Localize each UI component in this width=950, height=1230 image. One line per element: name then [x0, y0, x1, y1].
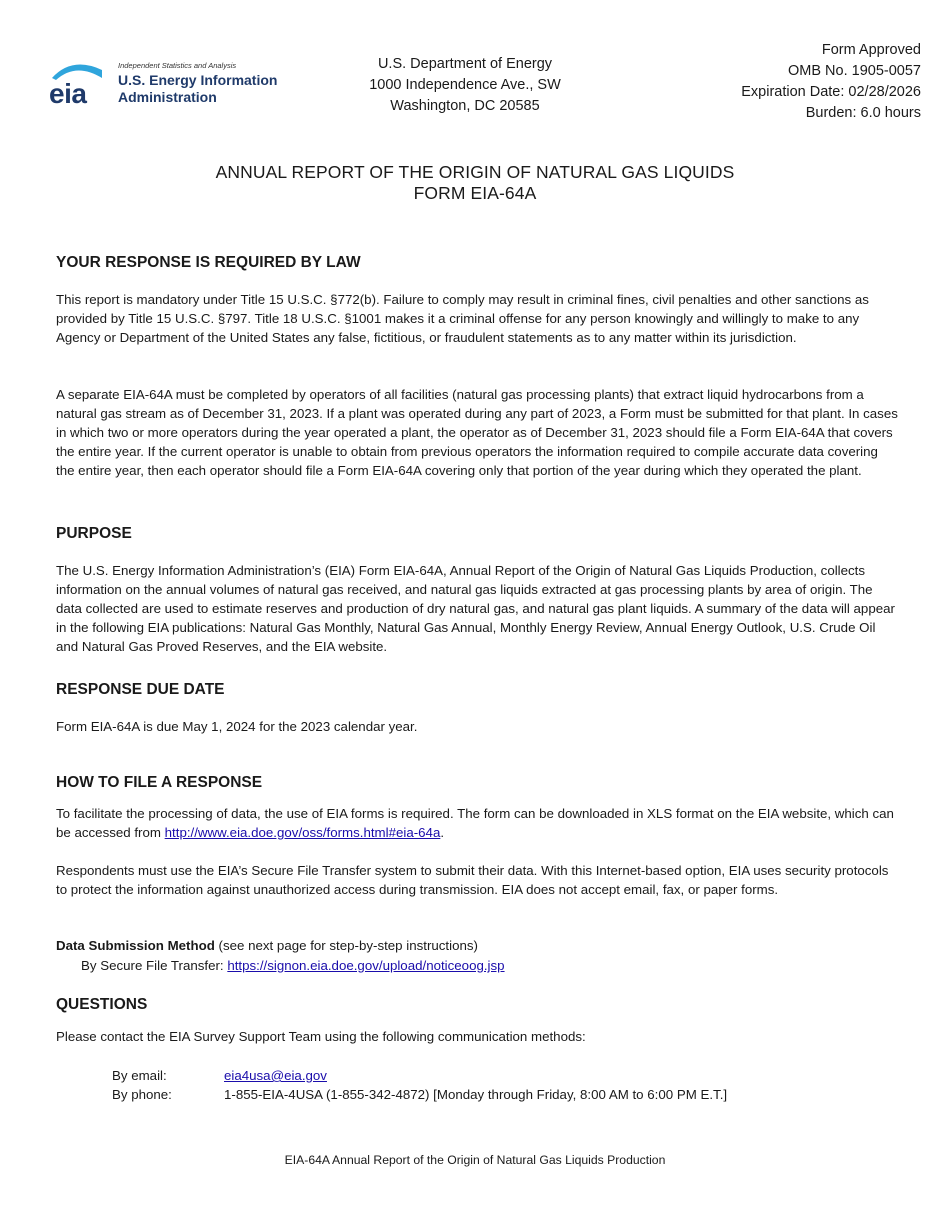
submission-method — [56, 936, 898, 955]
page-footer: EIA-64A Annual Report of the Origin of Natural Gas Liquids Production — [284, 1153, 666, 1167]
address-line1: U.S. Department of Energy — [377, 56, 553, 72]
logo-name-line1: U.S. Energy Information — [118, 72, 278, 88]
section-heading-questions: QUESTIONS — [56, 996, 148, 1013]
file-paragraph-2: Respondents must use the EIA’s Secure File Transfer system to submit their data. With this Internet-based option, EIA uses security protocols to protect the information against unauthorized access during transmission. EIA does not accept email, fax, or paper forms. — [56, 863, 889, 897]
omb-number: OMB No. 1905-0057 — [788, 63, 921, 79]
secure-file-transfer — [81, 956, 881, 975]
burden-hours: Burden: 6.0 hours — [805, 105, 921, 121]
expiration-date: Expiration Date: 02/28/2026 — [741, 84, 921, 100]
secure-file-transfer-link[interactable]: https://signon.eia.doe.gov/upload/noticeoog.jsp — [227, 958, 505, 973]
form-approval-info — [741, 40, 921, 124]
form-approved: Form Approved — [821, 42, 921, 58]
contact-email-row — [112, 1066, 727, 1085]
section-heading-law: YOUR RESPONSE IS REQUIRED BY LAW — [56, 254, 361, 271]
file-paragraph-1-text: To facilitate the processing of data, the use of EIA forms is required. The form can be downloaded in XLS format on the EIA website, which can be accessed from — [56, 806, 894, 840]
address-line3: Washington, DC 20585 — [390, 98, 540, 114]
eia-logo — [48, 58, 298, 110]
law-paragraph-1: This report is mandatory under Title 15 U.S.C. §772(b). Failure to comply may result in criminal fines, civil penalties and other sanctions as provided by Title 15 U.S.C. §797. Title 18 U.S.C. §1001 makes it a criminal offense for any person knowingly and willingly to make to any Agency or Department of the United States any false, fictitious, or fraudulent statements as to any matter within its jurisdiction. — [56, 292, 869, 345]
purpose-paragraph: The U.S. Energy Information Administration’s (EIA) Form EIA-64A, Annual Report of the Origin of Natural Gas Liquids Production, collects information on the annual volumes of natural gas received, and natural gas liquids extracted at gas processing plants by area of origin. The data collected are used to estimate reserves and production of dry natural gas, and natural gas plant liquids. A summary of the data will appear in the following EIA publications: Natural Gas Monthly, Natural Gas Annual, Monthly Energy Review, Annual Energy Outlook, U.S. Crude Oil and Natural Gas Proved Reserves, and the EIA website. — [56, 563, 895, 654]
phone-label: By phone: — [112, 1087, 172, 1102]
logo-mark-text: eia — [49, 78, 87, 109]
section-heading-purpose: PURPOSE — [56, 525, 132, 542]
support-phone: 1-855-EIA-4USA (1-855-342-4872) [Monday through Friday, 8:00 AM to 6:00 PM E.T.] — [224, 1087, 728, 1102]
logo-agency-name — [118, 72, 277, 106]
due-date-paragraph: Form EIA-64A is due May 1, 2024 for the 2023 calendar year. — [56, 719, 418, 734]
contact-phone-row — [112, 1085, 727, 1104]
email-label: By email: — [112, 1068, 167, 1083]
title-line2: FORM EIA-64A — [413, 183, 537, 203]
logo-tagline: Independent Statistics and Analysis — [118, 61, 237, 70]
sft-label: By Secure File Transfer: — [81, 958, 228, 973]
submission-method-label: Data Submission Method — [56, 938, 215, 953]
department-address — [300, 54, 630, 117]
submission-method-note: (see next page for step-by-step instructions) — [214, 938, 478, 953]
law-paragraph-2: A separate EIA-64A must be completed by operators of all facilities (natural gas processing plants) that extract liquid hydrocarbons from a natural gas stream as of December 31, 2023. If a plant was operated during any part of 2023, a Form must be submitted for that plant. In cases in which two or more operators during the year operated a plant, the operator as of December 31, 2023 should file a Form EIA-64A that covers the entire year. If the current operator is unable to obtain from previous operators the information required to compile accurate data covering the entire year, then each operator should file a Form EIA-64A covering only that portion of the year during which they operated the plant. — [56, 387, 898, 478]
questions-paragraph: Please contact the EIA Survey Support Team using the following communication methods: — [56, 1029, 586, 1044]
page-title — [0, 162, 950, 204]
address-line2: 1000 Independence Ave., SW — [369, 77, 561, 93]
section-heading-how-to-file: HOW TO FILE A RESPONSE — [56, 774, 263, 791]
eia-forms-link[interactable]: http://www.eia.doe.gov/oss/forms.html#eia-64a — [164, 825, 441, 840]
contact-methods — [112, 1066, 727, 1104]
file-paragraph-1-end: . — [440, 825, 445, 840]
title-line1: ANNUAL REPORT OF THE ORIGIN OF NATURAL GAS LIQUIDS — [215, 162, 735, 182]
support-email-link[interactable]: eia4usa@eia.gov — [224, 1068, 327, 1083]
file-paragraph-1 — [56, 804, 898, 842]
section-heading-due-date: RESPONSE DUE DATE — [56, 681, 225, 698]
logo-name-line2: Administration — [118, 89, 217, 105]
